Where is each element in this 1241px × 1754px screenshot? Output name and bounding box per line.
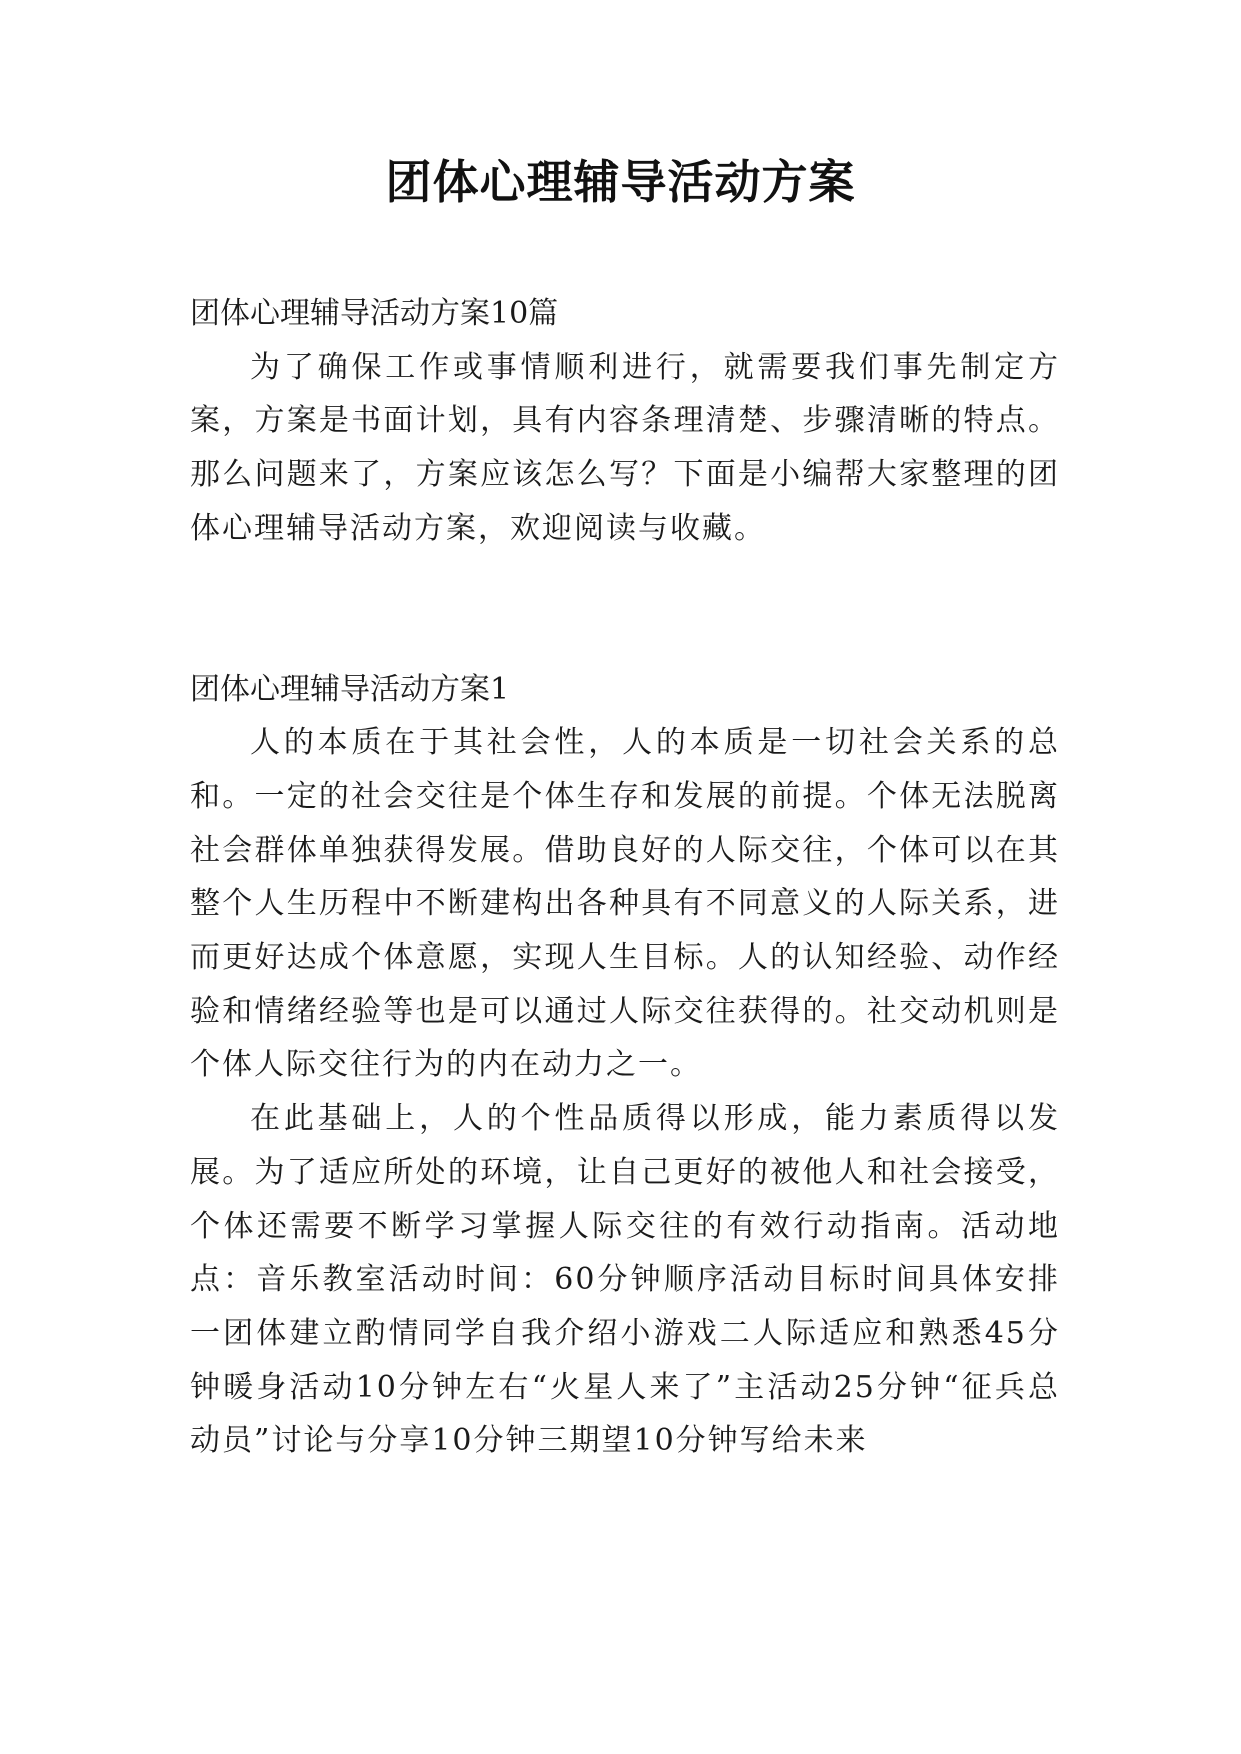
document-title: 团体心理辅导活动方案 — [385, 155, 856, 209]
intro-paragraph: 为了确保工作或事情顺利进行，就需要我们事先制定方案，方案是书面计划，具有内容条理清楚、步骤清晰的特点。那么问题来了，方案应该怎么写？下面是小编帮大家整理的团体心理辅导活动方案，欢迎阅读与收藏。 — [190, 349, 1060, 546]
document-body — [190, 287, 1060, 1468]
intro-heading: 团体心理辅导活动方案10篇 — [190, 296, 559, 331]
section-spacer — [190, 556, 1060, 663]
section1-heading: 团体心理辅导活动方案1 — [190, 671, 510, 707]
section1-paragraph-1: 人的本质在于其社会性，人的本质是一切社会关系的总和。一定的社会交往是个体生存和发展的前提。个体无法脱离社会群体单独获得发展。借助良好的人际交往，个体可以在其整个人生历程中不断建构出各种具有不同意义的人际关系，进而更好达成个体意愿，实现人生目标。人的认知经验、动作经验和情绪经验等也是可以通过人际交往获得的。社交动机则是个体人际交往行为的内在动力之一。 — [190, 725, 1060, 1083]
section1-paragraph-2: 在此基础上，人的个性品质得以形成，能力素质得以发展。为了适应所处的环境，让自己更好的被他人和社会接受，个体还需要不断学习掌握人际交往的有效行动指南。活动地点：音乐教室活动时间：60分钟顺序活动目标时间具体安排一团体建立酌情同学自我介绍小游戏二人际适应和熟悉45分钟暖身活动10分钟左右“火星人来了”主活动25分钟“征兵总动员”讨论与分享10分钟三期望10分钟写给未来 — [190, 1101, 1060, 1459]
